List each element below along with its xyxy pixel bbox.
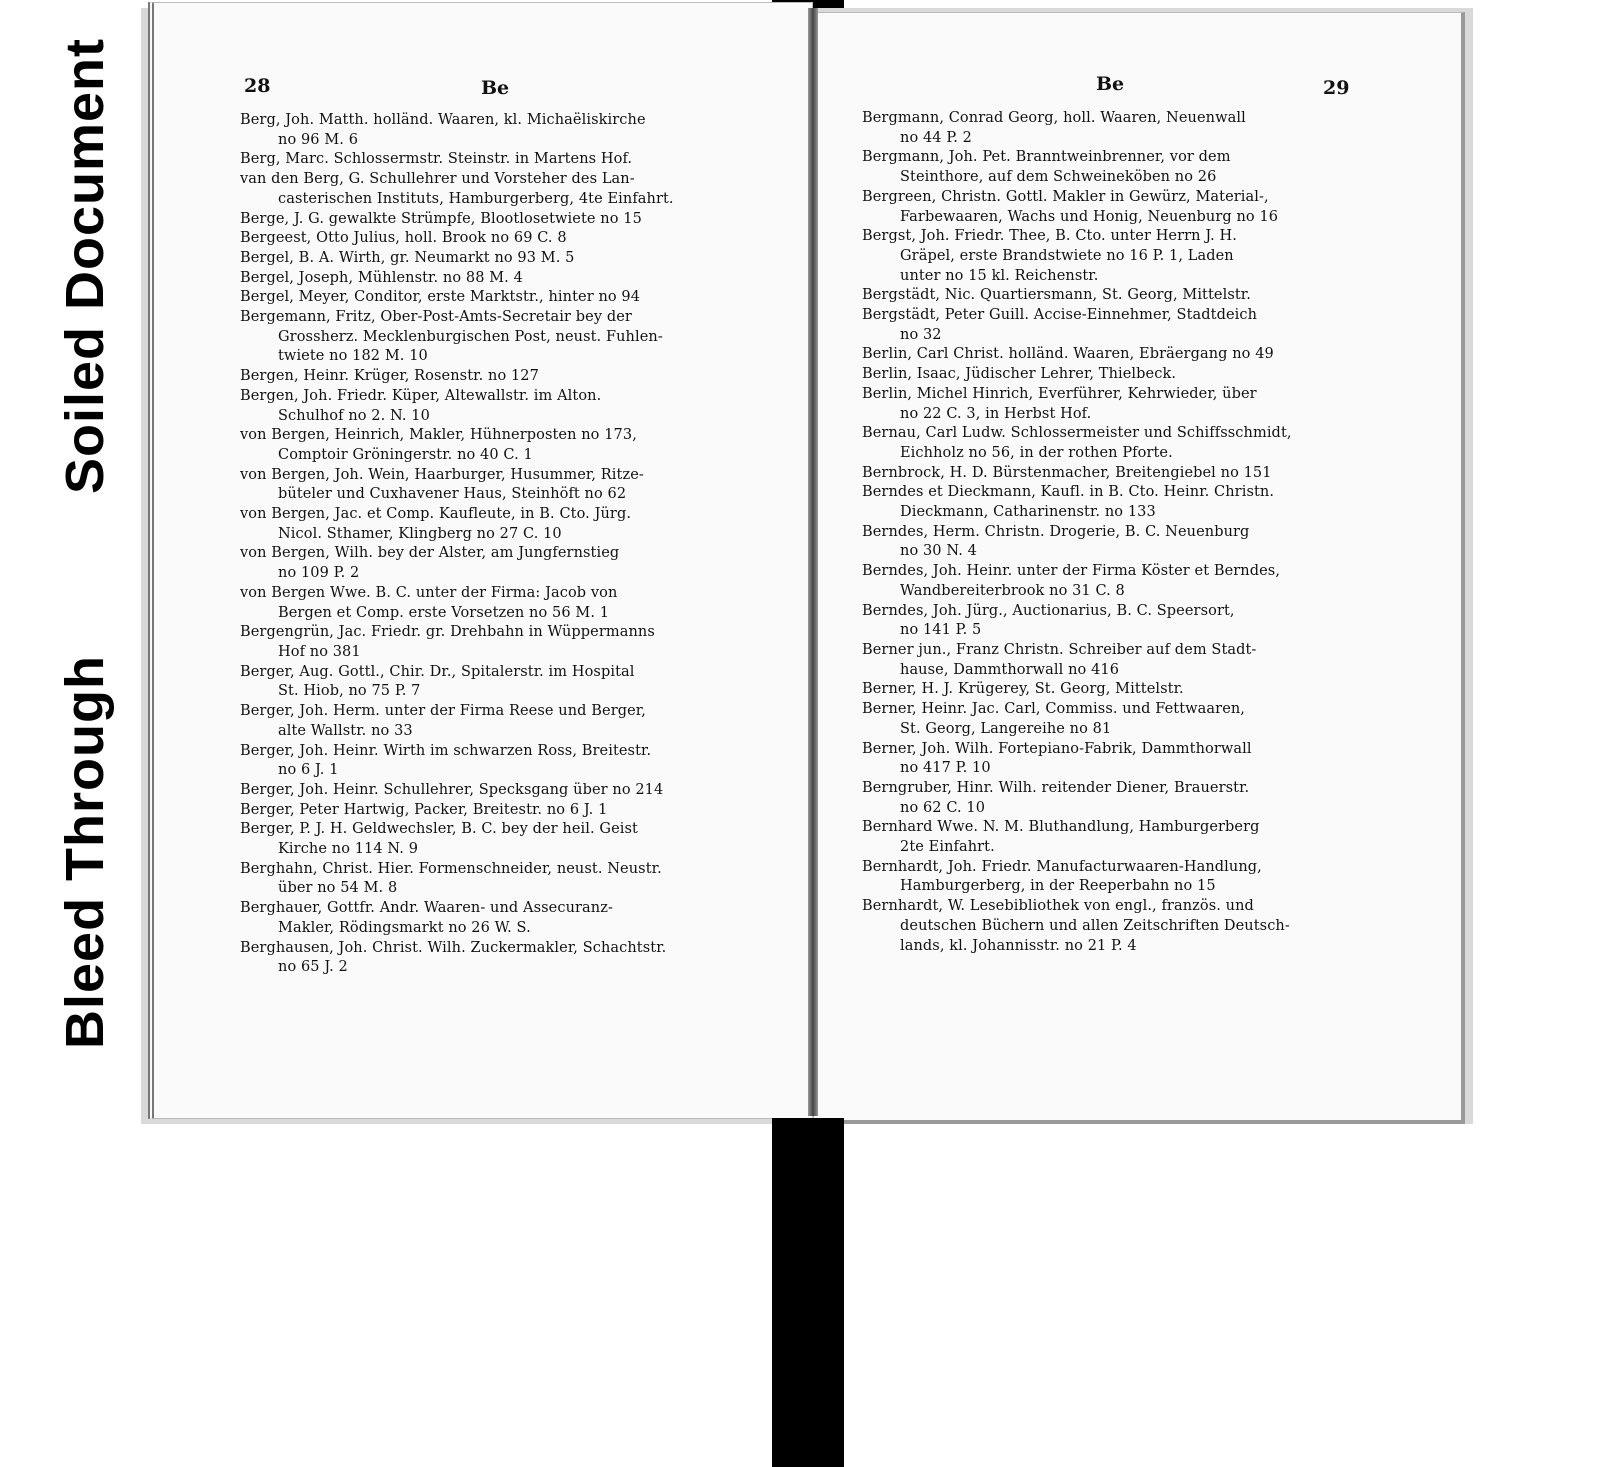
directory-entry xyxy=(240,229,674,249)
directory-entry xyxy=(862,286,1292,306)
entry-line: Berghahn, Christ. Hier. Formenschneider, neust. Neustr. xyxy=(240,860,662,877)
directory-entry xyxy=(862,227,1292,286)
entry-line: Berner, Joh. Wilh. Fortepiano-Fabrik, Dammthorwall xyxy=(862,740,1252,757)
entry-line: Bergel, Joseph, Mühlenstr. no 88 M. 4 xyxy=(240,269,523,286)
entry-continuation-line: Comptoir Gröningerstr. no 40 C. 1 xyxy=(278,446,533,463)
directory-entry xyxy=(240,387,674,426)
entry-continuation-line: no 32 xyxy=(900,326,942,343)
directory-entry xyxy=(240,820,674,859)
directory-entry xyxy=(862,523,1292,562)
right-page-number: 29 xyxy=(1323,77,1350,99)
entry-line: von Bergen, Jac. et Comp. Kaufleute, in B. Cto. Jürg. xyxy=(240,506,632,523)
directory-entry xyxy=(240,308,674,367)
entry-continuation-line: no 6 J. 1 xyxy=(278,762,339,779)
directory-entry xyxy=(240,150,674,170)
entry-continuation-line: lands, kl. Johannisstr. no 21 P. 4 xyxy=(900,937,1137,954)
entry-continuation-line: no 65 J. 2 xyxy=(278,959,348,976)
left-page-entries xyxy=(240,111,674,978)
left-page-header: Be xyxy=(481,77,510,99)
entry-continuation-line: Gräpel, erste Brandstwiete no 16 P. 1, Laden xyxy=(900,247,1234,264)
entry-line: Bergel, Meyer, Conditor, erste Marktstr., hinter no 94 xyxy=(240,289,641,306)
directory-entry xyxy=(240,584,674,623)
entry-continuation-line: no 417 P. 10 xyxy=(900,760,991,777)
entry-line: Berghauer, Gottfr. Andr. Waaren- und Assecuranz- xyxy=(240,900,613,917)
entry-line: Berner, Heinr. Jac. Carl, Commiss. und Fettwaaren, xyxy=(862,701,1246,718)
bookmark-ribbon-bottom xyxy=(772,1118,844,1467)
directory-entry xyxy=(862,345,1292,365)
entry-continuation-line: deutschen Büchern und allen Zeitschriften Deutsch- xyxy=(900,917,1290,934)
directory-entry xyxy=(240,288,674,308)
directory-entry xyxy=(240,860,674,899)
entry-line: Berger, Joh. Heinr. Schullehrer, Specksgang über no 214 xyxy=(240,781,664,798)
entry-continuation-line: Hamburgerberg, in der Reeperbahn no 15 xyxy=(900,878,1216,895)
directory-entry xyxy=(862,385,1292,424)
directory-entry xyxy=(240,466,674,505)
entry-line: Berg, Joh. Matth. holländ. Waaren, kl. Michaëliskirche xyxy=(240,112,646,128)
directory-entry xyxy=(240,111,674,150)
directory-entry xyxy=(862,779,1292,818)
entry-line: Bergstädt, Nic. Quartiersmann, St. Georg, Mittelstr. xyxy=(862,287,1251,304)
entry-continuation-line: St. Georg, Langereihe no 81 xyxy=(900,720,1112,737)
directory-entry xyxy=(240,367,674,387)
directory-entry xyxy=(240,210,674,230)
entry-continuation-line: Schulhof no 2. N. 10 xyxy=(278,407,430,424)
entry-line: Berndes, Joh. Jürg., Auctionarius, B. C. Speersort, xyxy=(862,602,1235,619)
entry-continuation-line: no 30 N. 4 xyxy=(900,543,977,560)
entry-line: von Bergen, Heinrich, Makler, Hühnerposten no 173, xyxy=(240,427,637,444)
right-page xyxy=(813,12,1465,1124)
directory-entry xyxy=(862,365,1292,385)
entry-continuation-line: no 109 P. 2 xyxy=(278,565,360,582)
entry-line: Berger, Aug. Gottl., Chir. Dr., Spitalerstr. im Hospital xyxy=(240,663,635,680)
entry-continuation-line: Makler, Rödingsmarkt no 26 W. S. xyxy=(278,919,531,936)
directory-entry xyxy=(240,269,674,289)
directory-entry xyxy=(240,663,674,702)
entry-continuation-line: alte Wallstr. no 33 xyxy=(278,722,413,739)
directory-entry xyxy=(240,505,674,544)
entry-line: Berghausen, Joh. Christ. Wilh. Zuckermakler, Schachtstr. xyxy=(240,939,667,956)
overlay-label-soiled-document: Soiled Document xyxy=(55,38,115,495)
entry-line: Bergst, Joh. Friedr. Thee, B. Cto. unter Herrn J. H. xyxy=(862,228,1237,245)
directory-entry xyxy=(240,249,674,269)
entry-line: van den Berg, G. Schullehrer und Vorsteher des Lan- xyxy=(240,171,635,188)
entry-line: Berg, Marc. Schlossermstr. Steinstr. in Martens Hof. xyxy=(240,151,633,168)
entry-line: Berlin, Michel Hinrich, Everführer, Kehrwieder, über xyxy=(862,385,1257,402)
directory-entry xyxy=(862,562,1292,601)
right-page-header: Be xyxy=(1096,73,1125,95)
directory-entry xyxy=(240,742,674,781)
overlay-label xyxy=(30,26,140,1061)
directory-entry xyxy=(862,188,1292,227)
directory-entry xyxy=(862,818,1292,857)
entry-continuation-line: Hof no 381 xyxy=(278,643,361,660)
entry-continuation-line: büteler und Cuxhavener Haus, Steinhöft no 62 xyxy=(278,486,627,503)
directory-entry xyxy=(862,424,1292,463)
entry-continuation-line: Bergen et Comp. erste Vorsetzen no 56 M. 1 xyxy=(278,604,610,621)
entry-line: Bergen, Heinr. Krüger, Rosenstr. no 127 xyxy=(240,368,539,385)
entry-continuation-line: no 96 M. 6 xyxy=(278,131,359,148)
directory-entry xyxy=(240,426,674,465)
entry-line: Berngruber, Hinr. Wilh. reitender Diener, Brauerstr. xyxy=(862,779,1250,796)
directory-entry xyxy=(862,680,1292,700)
directory-entry xyxy=(862,897,1292,956)
left-page-number: 28 xyxy=(244,75,271,97)
entry-line: Berndes, Joh. Heinr. unter der Firma Köster et Berndes, xyxy=(862,563,1281,580)
entry-continuation-line: no 22 C. 3, in Herbst Hof. xyxy=(900,405,1092,422)
directory-entry xyxy=(240,899,674,938)
entry-continuation-line: no 44 P. 2 xyxy=(900,129,972,146)
directory-entry xyxy=(862,740,1292,779)
entry-line: von Bergen, Wilh. bey der Alster, am Jungfernstieg xyxy=(240,545,620,562)
entry-continuation-line: no 62 C. 10 xyxy=(900,799,986,816)
entry-line: Berlin, Isaac, Jüdischer Lehrer, Thielbeck. xyxy=(862,366,1177,383)
directory-entry xyxy=(240,801,674,821)
entry-line: Bernbrock, H. D. Bürstenmacher, Breitengiebel no 151 xyxy=(862,464,1272,481)
directory-entry xyxy=(240,781,674,801)
directory-entry xyxy=(862,148,1292,187)
directory-entry xyxy=(240,702,674,741)
entry-line: Berlin, Carl Christ. holländ. Waaren, Ebräergang no 49 xyxy=(862,346,1274,363)
overlay-label-divider xyxy=(30,546,140,572)
entry-line: Bergemann, Fritz, Ober-Post-Amts-Secretair bey der xyxy=(240,309,632,326)
entry-continuation-line: Nicol. Sthamer, Klingberg no 27 C. 10 xyxy=(278,525,562,542)
entry-continuation-line: über no 54 M. 8 xyxy=(278,880,398,897)
left-page xyxy=(148,2,813,1119)
directory-entry xyxy=(240,939,674,978)
entry-continuation-line: Wandbereiterbrook no 31 C. 8 xyxy=(900,582,1125,599)
directory-entry xyxy=(862,602,1292,641)
entry-line: Berner, H. J. Krügerey, St. Georg, Mittelstr. xyxy=(862,681,1184,698)
entry-line: von Bergen, Joh. Wein, Haarburger, Husummer, Ritze- xyxy=(240,466,644,483)
directory-entry xyxy=(862,109,1292,148)
entry-continuation-line: Farbewaaren, Wachs und Honig, Neuenburg no 16 xyxy=(900,208,1279,225)
entry-line: Bergreen, Christn. Gottl. Makler in Gewürz, Material-, xyxy=(862,188,1269,205)
directory-entry xyxy=(862,700,1292,739)
entry-continuation-line: casterischen Instituts, Hamburgerberg, 4te Einfahrt. xyxy=(278,190,674,207)
entry-continuation-line: hause, Dammthorwall no 416 xyxy=(900,661,1120,678)
entry-continuation-line: 2te Einfahrt. xyxy=(900,839,995,856)
entry-line: Bergmann, Joh. Pet. Branntweinbrenner, vor dem xyxy=(862,149,1231,166)
entry-line: Bergengrün, Jac. Friedr. gr. Drehbahn in Wüppermanns xyxy=(240,624,655,641)
entry-line: Berger, Joh. Herm. unter der Firma Reese und Berger, xyxy=(240,703,646,720)
directory-entry xyxy=(862,858,1292,897)
entry-line: Berndes et Dieckmann, Kaufl. in B. Cto. Heinr. Christn. xyxy=(862,484,1275,501)
directory-entry xyxy=(862,306,1292,345)
entry-line: Berndes, Herm. Christn. Drogerie, B. C. Neuenburg xyxy=(862,523,1250,540)
entry-continuation-line: Eichholz no 56, in der rothen Pforte. xyxy=(900,444,1173,461)
entry-line: Berger, P. J. H. Geldwechsler, B. C. bey der heil. Geist xyxy=(240,821,638,838)
entry-line: Berger, Joh. Heinr. Wirth im schwarzen Ross, Breitestr. xyxy=(240,742,652,759)
entry-continuation-line: Dieckmann, Catharinenstr. no 133 xyxy=(900,504,1156,521)
directory-entry xyxy=(862,464,1292,484)
directory-entry xyxy=(240,623,674,662)
entry-line: Berger, Peter Hartwig, Packer, Breitestr. no 6 J. 1 xyxy=(240,801,608,818)
entry-line: Bernhard Wwe. N. M. Bluthandlung, Hamburgerberg xyxy=(862,819,1260,836)
entry-continuation-line: unter no 15 kl. Reichenstr. xyxy=(900,267,1099,284)
entry-line: Berner jun., Franz Christn. Schreiber auf dem Stadt- xyxy=(862,641,1257,658)
entry-line: Bergel, B. A. Wirth, gr. Neumarkt no 93 M. 5 xyxy=(240,249,575,266)
directory-entry xyxy=(862,641,1292,680)
entry-continuation-line: St. Hiob, no 75 P. 7 xyxy=(278,683,421,700)
entry-continuation-line: twiete no 182 M. 10 xyxy=(278,348,428,365)
entry-line: Berge, J. G. gewalkte Strümpfe, Blootlosetwiete no 15 xyxy=(240,210,642,227)
entry-line: Bernau, Carl Ludw. Schlossermeister und Schiffsschmidt, xyxy=(862,425,1292,442)
entry-continuation-line: Steinthore, auf dem Schweineköben no 26 xyxy=(900,169,1217,186)
overlay-label-bleed-through: Bleed Through xyxy=(55,655,115,1049)
directory-entry xyxy=(240,544,674,583)
directory-entry xyxy=(862,483,1292,522)
directory-entry xyxy=(240,170,674,209)
entry-continuation-line: no 141 P. 5 xyxy=(900,622,982,639)
entry-line: Bernhardt, W. Lesebibliothek von engl., französ. und xyxy=(862,898,1254,915)
entry-line: Bergen, Joh. Friedr. Küper, Altewallstr. im Alton. xyxy=(240,387,602,404)
right-page-entries xyxy=(862,109,1292,956)
entry-line: Bergeest, Otto Julius, holl. Brook no 69 C. 8 xyxy=(240,230,567,247)
entry-line: Bergstädt, Peter Guill. Accise-Einnehmer, Stadtdeich xyxy=(862,307,1258,324)
entry-line: Bergmann, Conrad Georg, holl. Waaren, Neuenwall xyxy=(862,110,1246,126)
entry-line: Bernhardt, Joh. Friedr. Manufacturwaaren-Handlung, xyxy=(862,858,1262,875)
book-gutter xyxy=(808,8,818,1116)
entry-continuation-line: Kirche no 114 N. 9 xyxy=(278,841,419,858)
entry-line: von Bergen Wwe. B. C. unter der Firma: Jacob von xyxy=(240,584,618,601)
entry-continuation-line: Grossherz. Mecklenburgischen Post, neust. Fuhlen- xyxy=(278,328,663,345)
